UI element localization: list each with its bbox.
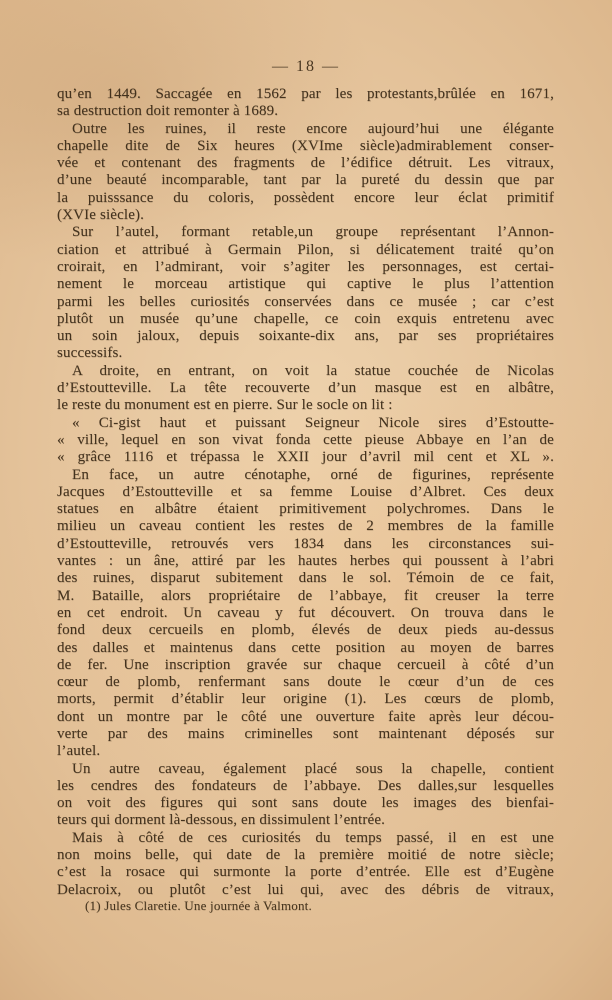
text-line: teurs qui dorment là-dessous, en dissimulent l’entrée. [57, 812, 386, 829]
text-line: de fer. Une inscription gravée sur chaque cercueil à côté d’un [57, 656, 554, 673]
paragraph [57, 363, 554, 415]
text-line: en cet endroit. Un caveau y fut découvert. On trouva dans le [57, 604, 554, 621]
text-line: successifs. [57, 345, 123, 362]
text-line: les cendres des fondateurs de l’abbaye. Des dalles,sur lesquelles [57, 777, 554, 794]
text-line: verte par des mains criminelles sont maintenant déposés sur [57, 725, 554, 742]
text-line: Delacroix, ou plutôt c’est lui qui, avec des débris de vitraux, [57, 881, 554, 898]
text-line: vée et contenant des fragments de l’édifice détruit. Les vitraux, [57, 155, 554, 172]
text-line: « Ci-gist haut et puissant Seigneur Nicole sires d’Estoutte- [72, 414, 554, 431]
text-line: d’Estoutteville. La tête recouverte d’un masque est en albâtre, [57, 380, 554, 397]
footnote: (1) Jules Claretie. Une journée à Valmont. [85, 898, 312, 913]
text-line: des dalles et maintenus dans cette position au moyen de barres [57, 639, 554, 656]
text-line: ciation et attribué à Germain Pilon, si délicatement traité qu’on [57, 241, 554, 258]
text-line: le reste du monument est en pierre. Sur le socle on lit : [57, 397, 393, 414]
paragraph [57, 467, 554, 761]
text-line: chapelle dite de Six heures (XVIme siècle)admirablement conser- [57, 137, 554, 154]
text-line: croirait, en l’admirant, voir s’agiter les personnages, est certai- [57, 258, 554, 275]
text-line: l’autel. [57, 743, 101, 760]
text-line: non moins belle, qui date de la première moitié de notre siècle; [57, 847, 554, 864]
text-line: on voit des figures qui sont sans doute les images des bienfai- [57, 795, 554, 812]
text-line: « ville, lequel en son vivat fonda cette pieuse Abbaye en l’an de [57, 431, 554, 448]
text-line: A droite, en entrant, on voit la statue couchée de Nicolas [72, 362, 554, 379]
paragraph [57, 830, 554, 899]
paragraph [57, 761, 554, 830]
text-line: vantes : un âne, attiré par les hautes herbes qui poussent à l’abri [57, 553, 554, 570]
text-line: statues en albâtre étaient primitivement polychromes. Dans le [57, 501, 554, 518]
paragraph [57, 86, 554, 121]
text-line: En face, un autre cénotaphe, orné de figurines, représente [72, 466, 554, 483]
paragraph [57, 415, 554, 467]
text-line: « grâce 1116 et trépassa le XXII jour d’avril mil cent et XL ». [57, 449, 554, 466]
text-line: milieu un caveau contient les restes de 2 membres de la famille [57, 518, 554, 535]
text-line: la puisssance du coloris, possèdent encore leur éclat primitif [57, 189, 554, 206]
text-line: morts, permit d’établir leur origine (1). Les cœurs de plomb, [57, 691, 554, 708]
text-line: Un autre caveau, également placé sous la chapelle, contient [72, 760, 554, 777]
text-line: Sur l’autel, formant retable,un groupe représentant l’Annon- [72, 224, 554, 241]
text-line: dont un montre par le côté une ouverture faite après leur décou- [57, 708, 554, 725]
text-line: nement le morceau artistique qui captive le plus l’attention [57, 276, 554, 293]
text-line: sa destruction doit remonter à 1689. [57, 103, 279, 120]
text-line: c’est la rosace qui surmonte la porte d’entrée. Elle est d’Eugène [57, 864, 554, 881]
paragraph [57, 224, 554, 362]
text-line: fond deux cercueils en plomb, élevés de deux pieds au-dessus [57, 622, 554, 639]
text-line: Jacques d’Estoutteville et sa femme Louise d’Albret. Ces deux [57, 483, 554, 500]
text-line: Mais à côté de ces curiosités du temps passé, il en est une [72, 829, 554, 846]
text-line: parmi les belles curiosités conservées dans ce musée ; car c’est [57, 293, 554, 310]
text-line: d’Estoutteville, retrouvés vers 1834 dans les circonstances sui- [57, 535, 554, 552]
text-line: plutôt un musée qu’une chapelle, ce coin exquis entretenu avec [57, 310, 554, 327]
paragraph [57, 121, 554, 225]
page-number: — 18 — [272, 58, 340, 75]
text-line: (XVIe siècle). [57, 207, 145, 224]
text-line: M. Bataille, alors propriétaire de l’abbaye, fit creuser la terre [57, 587, 554, 604]
text-line: un soin jaloux, depuis soixante-dix ans, par ses propriétaires [57, 328, 554, 345]
text-line: qu’en 1449. Saccagée en 1562 par les protestants,brûlée en 1671, [57, 86, 554, 102]
page-body [57, 86, 554, 899]
text-line: d’une beauté incomparable, tant par la pureté du dessin que par [57, 172, 554, 189]
text-line: des ruines, disparut subitement dans le sol. Témoin de ce fait, [57, 570, 554, 587]
text-line: Outre les ruines, il reste encore aujourd’hui une élégante [72, 120, 554, 137]
text-line: cœur de plomb, renfermant sans doute le cœur d’un de ces [57, 674, 554, 691]
